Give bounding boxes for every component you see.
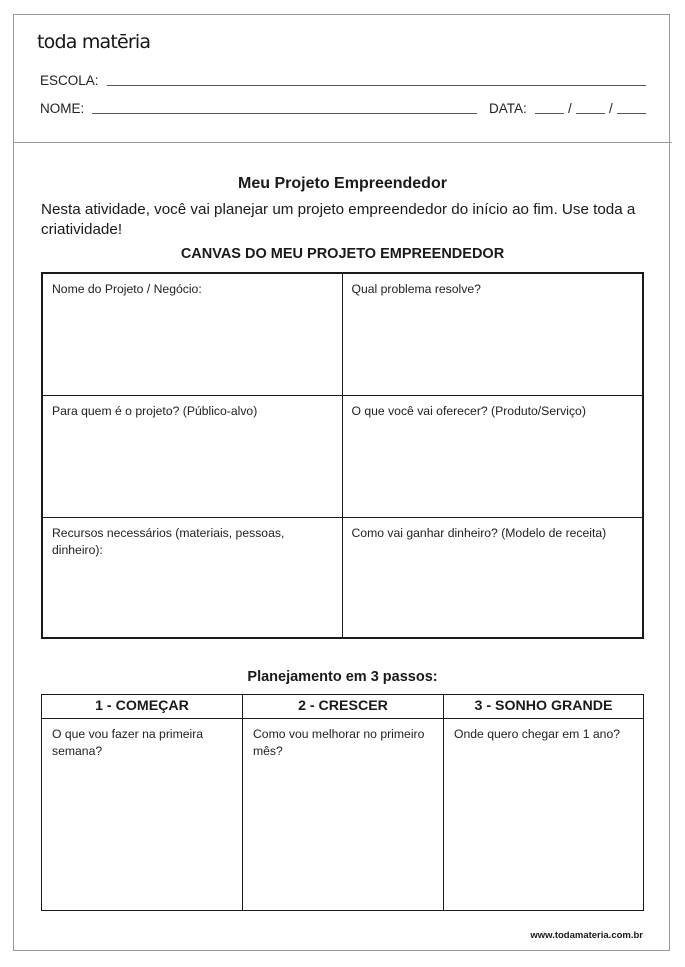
canvas-cell-label: Como vai ganhar dinheiro? (Modelo de receita)	[351, 526, 607, 540]
school-input-line[interactable]	[107, 85, 646, 86]
step-prompt: Como vou melhorar no primeiro mês?	[253, 727, 425, 758]
step-cell-big-dream[interactable]	[444, 719, 643, 910]
step-header-big-dream: 3 - SONHO GRANDE	[444, 695, 643, 719]
canvas-cell-resources[interactable]	[43, 518, 343, 637]
canvas-cell-label: Qual problema resolve?	[351, 282, 481, 296]
date-separator: /	[568, 101, 572, 116]
step-header-start: 1 - COMEÇAR	[42, 695, 243, 719]
step-cell-start[interactable]	[42, 719, 243, 910]
canvas-cell-problem[interactable]	[343, 274, 643, 396]
canvas-heading: CANVAS DO MEU PROJETO EMPREENDEDOR	[180, 246, 505, 262]
step-prompt: O que vou fazer na primeira semana?	[52, 727, 204, 758]
canvas-cell-audience[interactable]	[43, 396, 343, 518]
steps-heading: Planejamento em 3 passos:	[247, 669, 438, 685]
steps-table	[41, 694, 644, 911]
date-month-line[interactable]	[576, 113, 605, 114]
name-field-row	[40, 101, 477, 117]
brand-logo: toda matēria	[37, 31, 151, 53]
canvas-cell-label: Para quem é o projeto? (Público-alvo)	[52, 404, 258, 418]
canvas-cell-label: O que você vai oferecer? (Produto/Serviço)	[351, 404, 586, 418]
header-divider	[13, 142, 672, 143]
step-prompt: Onde quero chegar em 1 ano?	[454, 727, 621, 741]
canvas-cell-offer[interactable]	[343, 396, 643, 518]
school-field-row	[40, 73, 646, 89]
date-field-row	[489, 101, 646, 117]
date-day-line[interactable]	[535, 113, 564, 114]
canvas-cell-label: Recursos necessários (materiais, pessoas, dinheiro):	[52, 526, 285, 557]
date-separator: /	[609, 101, 613, 116]
name-input-line[interactable]	[92, 113, 477, 114]
step-cell-grow[interactable]	[243, 719, 444, 910]
page-title: Meu Projeto Empreendedor	[238, 175, 447, 192]
name-label: NOME:	[40, 101, 85, 116]
date-year-line[interactable]	[617, 113, 646, 114]
canvas-grid	[41, 272, 644, 639]
canvas-cell-project-name[interactable]	[43, 274, 343, 396]
date-label: DATA:	[489, 101, 527, 116]
canvas-cell-revenue-model[interactable]	[343, 518, 643, 637]
canvas-cell-label: Nome do Projeto / Negócio:	[52, 282, 202, 296]
footer-website: www.todamateria.com.br	[530, 930, 643, 941]
intro-text: Nesta atividade, você vai planejar um projeto empreendedor do início ao fim. Use toda a criatividade!	[41, 201, 636, 238]
school-label: ESCOLA:	[40, 73, 99, 88]
step-header-grow: 2 - CRESCER	[243, 695, 444, 719]
